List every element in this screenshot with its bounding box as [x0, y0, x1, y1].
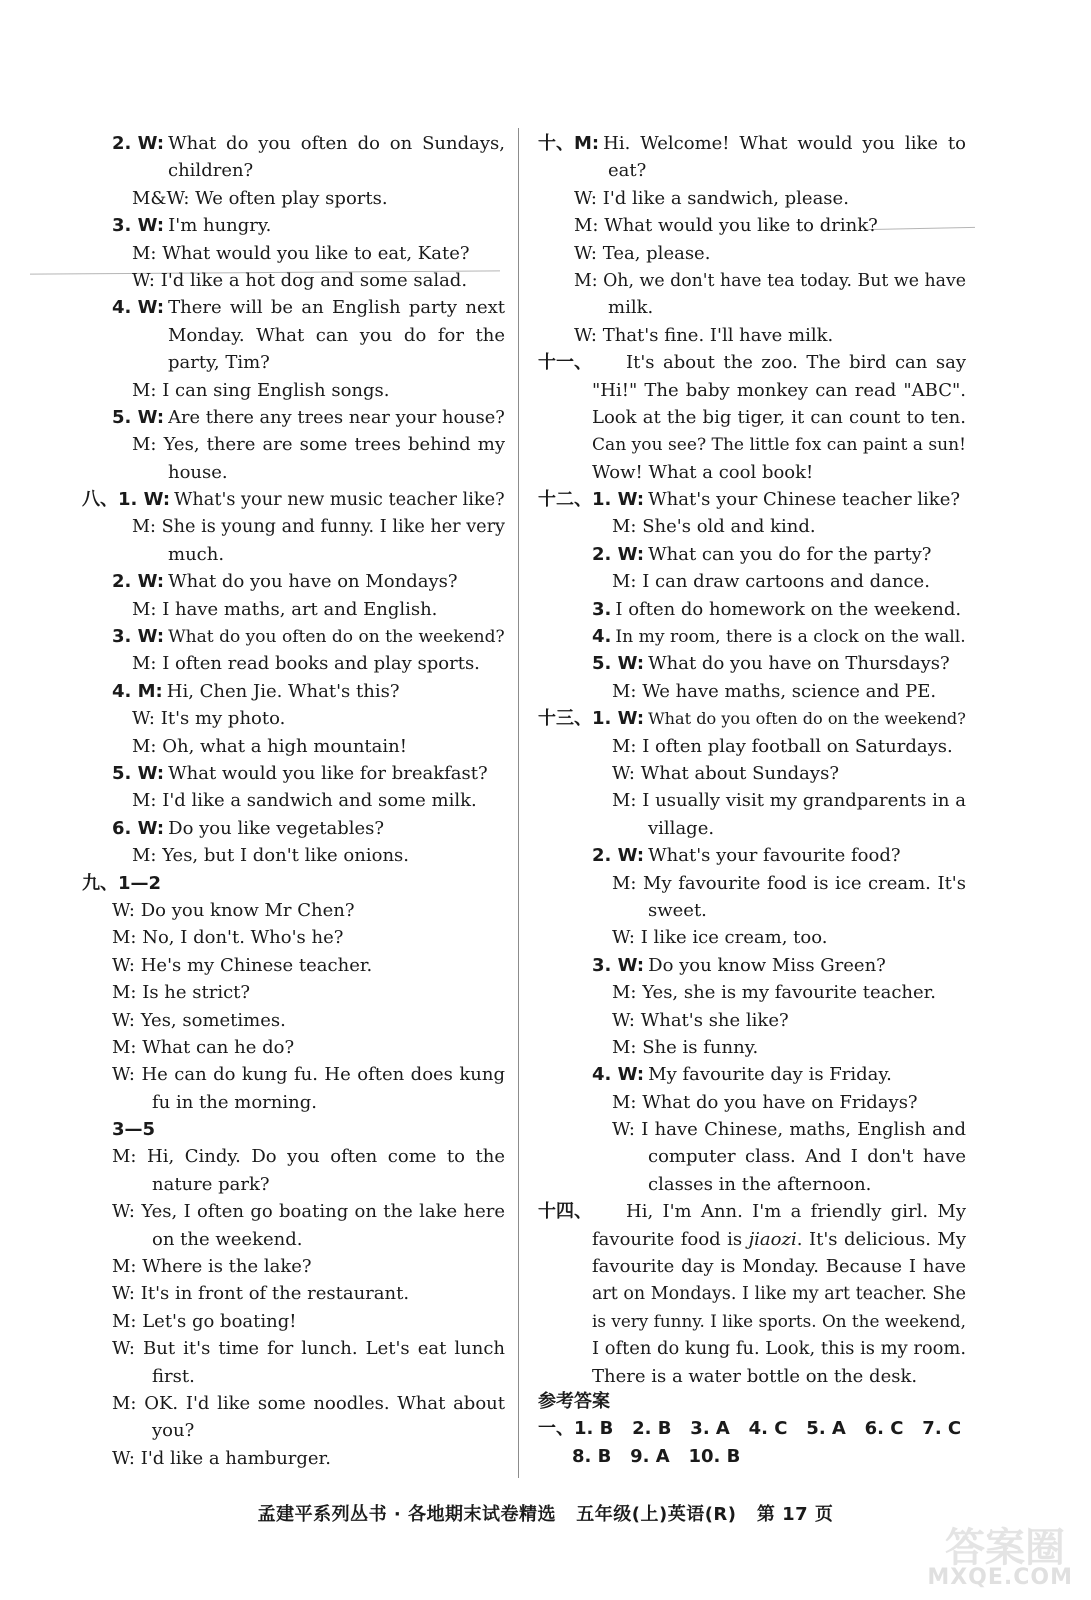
line-text: W: I'd like a hot dog and some salad. [132, 269, 468, 291]
line-text: I often do homework on the weekend. [615, 598, 962, 620]
text-line [82, 404, 507, 431]
line-text: M: I often read books and play sports. [132, 653, 480, 675]
line-text: classes in the afternoon. [648, 1173, 872, 1195]
answer-row-1: 一、1. B 2. B 3. A 4. C 5. A 6. C 7. C [538, 1418, 962, 1440]
text-line [538, 349, 968, 376]
line-text: W: I'd like a hamburger. [112, 1447, 331, 1469]
line-text: M: What do you have on Fridays? [612, 1091, 918, 1113]
line-text: W: That's fine. I'll have milk. [574, 324, 834, 346]
line-text: M: Oh, we don't have tea today. But we have [574, 270, 966, 291]
line-label: 十四、 [538, 1201, 592, 1223]
text-line [82, 979, 507, 1006]
line-text: There will be an English party next [168, 297, 505, 319]
line-text: M: My favourite food is ice cream. It's [612, 872, 966, 894]
watermark [879, 1514, 1079, 1594]
text-line [538, 924, 968, 951]
line-text: M: I'd like a sandwich and some milk. [132, 790, 477, 812]
answer-key [538, 1388, 968, 1470]
line-text: nature park? [152, 1173, 270, 1195]
text-line [538, 157, 968, 184]
text-line [538, 1253, 968, 1280]
line-text: is very funny. I like sports. On the weekend, [592, 1310, 966, 1331]
text-line [538, 568, 968, 595]
text-line [538, 377, 968, 404]
text-line [538, 212, 968, 239]
text-line [82, 760, 507, 787]
text-line [82, 596, 507, 623]
text-line [538, 404, 968, 431]
line-text: first. [152, 1365, 195, 1387]
line-label: 5. W: [112, 762, 165, 784]
line-label: 十一、 [538, 352, 592, 374]
page-footer: 孟建平系列丛书 · 各地期末试卷精选 五年级(上)英语(R) 第 17 页 [257, 1504, 834, 1525]
line-label: 3—5 [112, 1119, 156, 1141]
line-label: 2. W: [112, 571, 165, 593]
line-text: What do you have on Thursdays? [648, 653, 950, 675]
text-line [538, 1335, 968, 1362]
line-text: M&W: We often play sports. [132, 187, 388, 209]
line-text: Are there any trees near your house? [168, 406, 505, 428]
line-text: favourite food is jiaozi. It's delicious. My [592, 1228, 967, 1250]
line-text: M: No, I don't. Who's he? [112, 927, 344, 949]
text-line [538, 842, 968, 869]
text-line [82, 157, 507, 184]
line-text: M: What would you like to eat, Kate? [132, 242, 470, 264]
line-label: 十、M: [538, 133, 600, 154]
text-line [538, 815, 968, 842]
line-text: milk. [608, 297, 654, 319]
line-text: Look at the big tiger, it can count to ten. [592, 406, 966, 428]
line-text: art on Mondays. I like my art teacher. She [592, 1284, 966, 1305]
line-text: house. [168, 461, 228, 483]
text-line [538, 1116, 968, 1143]
line-text: M: I often play football on Saturdays. [612, 735, 953, 757]
text-line [538, 870, 968, 897]
line-text: What's your new music teacher like? [174, 490, 505, 511]
text-line [538, 678, 968, 705]
line-text: M: I have maths, art and English. [132, 598, 438, 620]
line-text: village. [648, 817, 715, 839]
line-text: W: But it's time for lunch. Let's eat lunch [112, 1338, 505, 1360]
text-line [538, 1061, 968, 1088]
text-line [538, 1226, 968, 1253]
text-line [538, 431, 968, 458]
line-label: 5. W: [112, 406, 165, 428]
line-text: W: Yes, I often go boating on the lake here [112, 1201, 505, 1223]
text-line [82, 733, 507, 760]
line-text: W: What about Sundays? [612, 762, 839, 784]
line-label: 九、1—2 [82, 872, 162, 894]
line-text: W: He's my Chinese teacher. [112, 954, 373, 976]
text-line [82, 1171, 507, 1198]
line-text: "Hi!" The baby monkey can read "ABC". [592, 379, 966, 401]
text-line [82, 322, 507, 349]
line-text: W: I'd like a sandwich, please. [574, 187, 849, 209]
text-line [82, 1007, 507, 1034]
line-label: 3. W: [592, 954, 645, 976]
text-line [538, 1143, 968, 1170]
line-text: you? [152, 1420, 195, 1442]
line-text: M: Yes, there are some trees behind my [132, 434, 505, 456]
text-line [82, 459, 507, 486]
text-line [538, 486, 968, 513]
line-text: M: Where is the lake? [112, 1256, 312, 1278]
line-text: W: Do you know Mr Chen? [112, 899, 355, 921]
line-text: computer class. And I don't have [648, 1146, 966, 1168]
line-text: W: It's in front of the restaurant. [112, 1283, 410, 1305]
text-line [82, 212, 507, 239]
text-line [538, 240, 968, 267]
text-line [538, 650, 968, 677]
line-label: 3. [592, 598, 612, 620]
text-line [82, 1253, 507, 1280]
text-line [82, 897, 507, 924]
line-text: W: Yes, sometimes. [112, 1009, 286, 1031]
text-line [82, 1061, 507, 1088]
line-text: What's your favourite food? [648, 845, 901, 867]
line-text: sweet. [648, 899, 707, 921]
line-text: W: I have Chinese, maths, English and [612, 1119, 966, 1141]
text-line [538, 979, 968, 1006]
line-text: M: We have maths, science and PE. [612, 680, 937, 702]
line-label: 2. W: [112, 133, 165, 154]
text-line [82, 1335, 507, 1362]
text-line [538, 1308, 968, 1335]
text-line [538, 1007, 968, 1034]
line-label: 十三、1. W: [538, 708, 645, 730]
text-line [538, 897, 968, 924]
line-text: What can you do for the party? [648, 543, 932, 565]
line-text: party, Tim? [168, 352, 270, 374]
text-line [538, 705, 968, 732]
line-text: much. [168, 543, 225, 565]
line-text: W: I like ice cream, too. [612, 927, 828, 949]
text-line [82, 431, 507, 458]
text-line [538, 952, 968, 979]
line-text: children? [168, 160, 254, 182]
line-text: M: Is he strict? [112, 982, 251, 1004]
text-line [82, 650, 507, 677]
text-line [538, 596, 968, 623]
line-text: What do you have on Mondays? [168, 571, 458, 593]
line-text: M: She's old and kind. [612, 516, 816, 538]
line-text: M: I can draw cartoons and dance. [612, 571, 930, 593]
line-text: M: What would you like to drink? [574, 215, 878, 237]
text-line [82, 130, 507, 157]
answer-key-title: 参考答案 [538, 1391, 610, 1412]
line-text: In my room, there is a clock on the wall. [615, 627, 966, 648]
line-text: My favourite day is Friday. [648, 1064, 892, 1086]
watermark-site: MXQE.COM [927, 1565, 1073, 1590]
text-line [82, 240, 507, 267]
line-text: W: It's my photo. [132, 708, 286, 730]
line-text: M: Let's go boating! [112, 1310, 297, 1332]
text-line [82, 294, 507, 321]
line-text: Can you see? The little fox can paint a sun! [592, 435, 966, 456]
line-label: 十二、1. W: [538, 489, 645, 511]
line-label: 2. W: [592, 543, 645, 565]
text-line [82, 1034, 507, 1061]
text-line [82, 952, 507, 979]
text-line [82, 924, 507, 951]
text-line [538, 623, 968, 650]
text-line [82, 1308, 507, 1335]
text-line [538, 541, 968, 568]
line-text: There is a water bottle on the desk. [592, 1365, 918, 1387]
text-line [82, 787, 507, 814]
text-line [82, 870, 507, 897]
text-line [82, 815, 507, 842]
text-line [538, 267, 968, 294]
line-text: Hi, Chen Jie. What's this? [166, 680, 400, 702]
text-line [538, 1089, 968, 1116]
column-divider [518, 128, 519, 1478]
italic-word: jiaozi [748, 1228, 797, 1250]
text-line [82, 705, 507, 732]
text-line [538, 1034, 968, 1061]
line-text: eat? [608, 160, 647, 182]
text-line [82, 1143, 507, 1170]
text-line [82, 267, 507, 294]
text-line [538, 459, 968, 486]
line-text: M: I usually visit my grandparents in a [612, 790, 966, 812]
line-text: Hi. Welcome! What would you like to [603, 133, 966, 154]
text-line [538, 1280, 968, 1307]
text-line [538, 733, 968, 760]
text-line [82, 1089, 507, 1116]
text-line [82, 842, 507, 869]
text-line [82, 377, 507, 404]
text-line [538, 1198, 968, 1225]
line-label: 5. W: [592, 653, 645, 675]
text-line [538, 1171, 968, 1198]
line-label: 3. W: [112, 215, 165, 237]
text-line [82, 1226, 507, 1253]
text-line [538, 1363, 968, 1390]
text-line [82, 1390, 507, 1417]
line-text: favourite day is Monday. Because I have [592, 1256, 966, 1278]
text-line [82, 678, 507, 705]
line-text: M: OK. I'd like some noodles. What about [112, 1392, 505, 1414]
text-line [82, 513, 507, 540]
line-text: M: I can sing English songs. [132, 379, 390, 401]
text-line [82, 185, 507, 212]
text-line [538, 760, 968, 787]
line-label: 4. W: [592, 1064, 645, 1086]
left-column [82, 130, 507, 1472]
line-label: 3. W: [112, 626, 165, 648]
line-label: 4. W: [112, 297, 165, 319]
line-text: M: Hi, Cindy. Do you often come to the [112, 1146, 505, 1168]
watermark-logo: 答案圈 [945, 1525, 1065, 1571]
line-label: 6. W: [112, 817, 165, 839]
text-line [82, 1280, 507, 1307]
line-text: M: Yes, but I don't like onions. [132, 845, 409, 867]
text-line [538, 513, 968, 540]
line-text: Do you like vegetables? [168, 817, 385, 839]
line-label: 4. M: [112, 680, 163, 702]
text-line [82, 1363, 507, 1390]
line-text: Wow! What a cool book! [592, 461, 814, 483]
line-text: M: What can he do? [112, 1036, 295, 1058]
text-line [82, 486, 507, 513]
line-text: I often do kung fu. Look, this is my room. [592, 1338, 966, 1360]
line-text: It's about the zoo. The bird can say [626, 352, 966, 374]
line-text: on the weekend. [152, 1228, 303, 1250]
line-text: I'm hungry. [168, 215, 272, 237]
text-line [538, 294, 968, 321]
text-line [538, 185, 968, 212]
line-text: M: She is funny. [612, 1036, 759, 1058]
text-line [82, 541, 507, 568]
line-text: M: Yes, she is my favourite teacher. [612, 982, 936, 1004]
line-text: What's your Chinese teacher like? [648, 489, 961, 511]
text-line [82, 349, 507, 376]
line-text: What do you often do on Sundays, [168, 133, 505, 154]
line-text: Monday. What can you do for the [168, 324, 505, 346]
line-text: What do you often do on the weekend? [168, 627, 505, 648]
line-text: Hi, I'm Ann. I'm a friendly girl. My [626, 1201, 966, 1223]
text-line [538, 322, 968, 349]
line-label: 4. [592, 626, 612, 648]
line-text: W: What's she like? [612, 1009, 789, 1031]
text-line [82, 623, 507, 650]
line-text: What would you like for breakfast? [168, 762, 488, 784]
right-column [538, 130, 968, 1390]
answer-row-2: 8. B 9. A 10. B [572, 1445, 741, 1467]
text-line [82, 568, 507, 595]
line-text: M: She is young and funny. I like her very [132, 517, 505, 538]
text-line [538, 787, 968, 814]
text-line [82, 1445, 507, 1472]
line-text: W: Tea, please. [574, 242, 711, 264]
line-label: 2. W: [592, 845, 645, 867]
line-text: Do you know Miss Green? [648, 954, 886, 976]
text-line [82, 1116, 507, 1143]
text-line [82, 1417, 507, 1444]
line-label: 八、1. W: [82, 489, 171, 511]
line-text: fu in the morning. [152, 1091, 317, 1113]
line-text: What do you often do on the weekend? [648, 709, 966, 729]
text-line [538, 130, 968, 157]
line-text: M: Oh, what a high mountain! [132, 735, 407, 757]
text-line [82, 1198, 507, 1225]
line-text: W: He can do kung fu. He often does kung [112, 1064, 505, 1086]
